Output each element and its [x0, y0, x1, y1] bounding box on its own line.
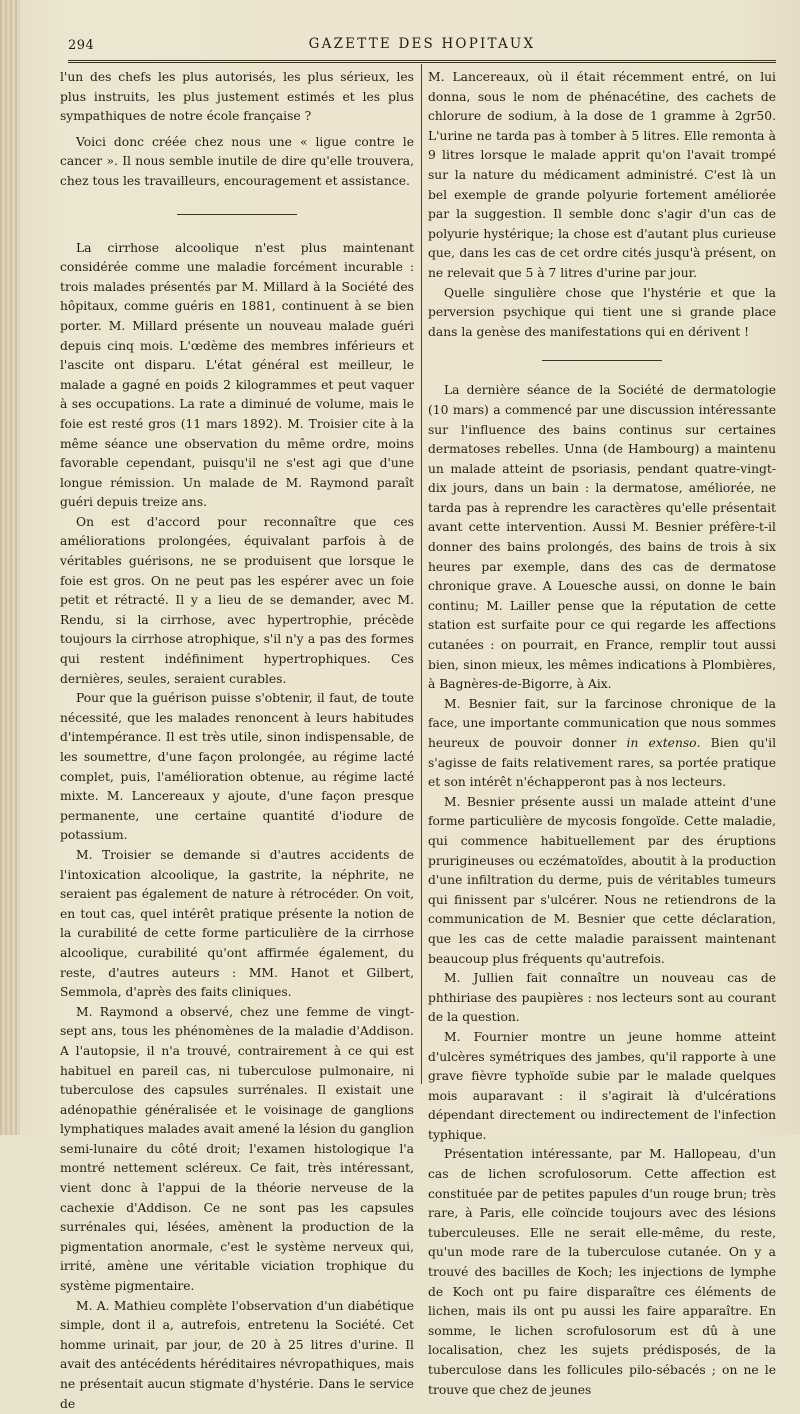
paragraph: Voici donc créée chez nous une « ligue contre le cancer ». Il nous semble inutile de dire qu'elle trouvera, chez tous les travailleurs, encouragement et assistance. [60, 134, 414, 188]
paragraph: M. A. Mathieu complète l'observation d'un diabétique simple, dont il a, autrefois, entretenu la Société. Cet homme urinait, par jour, de 20 à 25 litres d'urine. Il avait des antécédents héréditaires névropathiques, mais ne présentait aucun stigmate d'hystérie. Dans le service de [60, 1298, 414, 1411]
section-divider [177, 214, 297, 215]
paragraph: La dernière séance de la Société de dermatologie (10 mars) a commencé par une discussion intéressante sur l'influence des bains continus sur certaines dermatoses rebelles. Unna (de Hambourg) a maintenu un malade atteint de psoriasis, pendant quatre-vingt-dix jours, dans un bain : la dermatose, améliorée, ne tarda pas à reprendre les caractères qu'elle présentait avant cette intervention. Aussi M. Besnier préfère-t-il donner des bains prolongés, des bains de trois à six heures par exemple, dans des cas de dermatose chronique grave. A Louesche aussi, on donne le bain continu; M. Lailler pense que la réputation de cette station est surfaite pour ce qui regarde les affections cutanées : on pourrait, en France, remplir tout aussi bien, sinon mieux, les mêmes indications à Plombières, à Bagnères-de-Bigorre, à Aix. [428, 383, 776, 692]
page-number: 294 [68, 38, 95, 53]
paragraph: M. Troisier se demande si d'autres accidents de l'intoxication alcoolique, la gastrite, la néphrite, ne seraient pas également de nature à rétrocéder. On voit, en tout cas, quel intérêt pratique présente la notion de la curabilité de cette forme particulière de la cirrhose alcoolique, curabilité qu'ont affirmée également, du reste, d'autres auteurs : MM. Hanot et Gilbert, Semmola, d'après des faits cliniques. [60, 847, 414, 1000]
column-divider [421, 64, 422, 1084]
paragraph-text: M. Besnier fait, sur la farcinose chronique de la face, une importante communication que nous sommes heureux de pouvoir donner [428, 696, 776, 750]
paragraph: La cirrhose alcoolique n'est plus maintenant considérée comme une maladie forcément incurable : trois malades présentés par M. Millard à la Société des hôpitaux, comme guéris en 1881, continuent à se bien porter. M. Millard présente un nouveau malade guéri depuis cinq mois. L'œdème des membres inférieurs et l'ascite ont disparu. L'état général est meilleur, le malade a gagné en poids 2 kilogrammes et peut vaquer à ses occupations. La rate a diminué de volume, mais le foie est resté gros (11 mars 1892). M. Troisier cite à la même séance une observation du même ordre, moins favorable cependant, puisqu'il ne s'est agi que d'une longue rémission. Un malade de M. Raymond paraît guéri depuis treize ans. [60, 240, 414, 510]
italic-phrase: in extenso [626, 736, 697, 750]
paragraph: Pour que la guérison puisse s'obtenir, il faut, de toute nécessité, que les malades renoncent à leurs habitudes d'intempérance. Il est très utile, sinon indispensable, de les soumettre, d'une façon prolongée, au régime lacté complet, puis, l'amélioration obtenue, au régime lacté mixte. M. Lancereaux y ajoute, d'une façon presque permanente, une certaine quantité d'iodure de potassium. [60, 691, 414, 843]
left-column [60, 68, 414, 1414]
paragraph: Présentation intéressante, par M. Hallopeau, d'un cas de lichen scrofulosorum. Cette affection est constituée par de petites papules d'un rouge brun; très rare, à Paris, elle coïncide toujours avec des lésions tuberculeuses. Elle ne serait elle-même, du reste, qu'un mode rare de la tuberculose cutanée. On y a trouvé des bacilles de Koch; les injections de lymphe de Koch ont pu faire disparaître ces éléments de lichen, mais ils ont pu aussi les faire apparaître. En somme, le lichen scrofulosorum est dû à une localisation, chez les sujets prédisposés, de la tuberculose dans les follicules pilo-sébacés ; on ne le trouve que chez de jeunes [428, 1147, 776, 1397]
page-header [68, 30, 776, 56]
paragraph: On est d'accord pour reconnaître que ces améliorations prolongées, équivalant parfois à de véritables guérisons, ne se produisent que lorsque le foie est gros. On ne peut pas les espérer avec un foie petit et rétracté. Il y a lieu de se demander, avec M. Rendu, si la cirrhose, avec hypertrophie, précède toujours la cirrhose atrophique, s'il n'y a pas des formes qui restent indéfiniment hypertrophiques. Ces dernières, seules, seraient curables. [60, 514, 414, 686]
header-rule [68, 60, 776, 63]
paragraph: l'un des chefs les plus autorisés, les plus sérieux, les plus instruits, les plus justement estimés et les plus sympathiques de notre école française ? [60, 70, 414, 124]
paragraph: Quelle singulière chose que l'hystérie et que la perversion psychique qui tient une si grande place dans la genèse des manifestations qui en dérivent ! [428, 285, 776, 339]
section-divider [542, 360, 662, 361]
paragraph: M. Fournier montre un jeune homme atteint d'ulcères symétriques des jambes, qu'il rapporte à une grave fièvre typhoïde subie par le malade quelques mois auparavant : il s'agirait là d'ulcérations dépendant directement ou indirectement de l'infection typhique. [428, 1029, 776, 1142]
journal-title: GAZETTE DES HOPITAUX [308, 36, 536, 52]
paragraph: M. Jullien fait connaître un nouveau cas de phthiriase des paupières : nos lecteurs sont au courant de la question. [428, 971, 776, 1025]
page-binding [0, 0, 20, 1135]
right-column [428, 68, 776, 1400]
paragraph: M. Lancereaux, où il était récemment entré, on lui donna, sous le nom de phénacétine, des cachets de chlorure de sodium, à la dose de 1 gramme à 2gr50. L'urine ne tarda pas à tomber à 5 litres. Elle remonta à 9 litres lorsque le malade apprit qu'on l'avait trompé sur la nature du médicament administré. C'est là un bel exemple de grande polyurie fortement améliorée par la suggestion. Il semble donc s'agir d'un cas de polyurie hystérique; la chose est d'autant plus curieuse que, dans les cas de cet ordre cités jusqu'à présent, on ne relevait que 5 à 7 litres d'urine par jour. [428, 70, 776, 280]
paragraph: M. Besnier présente aussi un malade atteint d'une forme particulière de mycosis fongoïde. Cette maladie, qui commence habituellement par des éruptions prurigineuses ou eczématoïdes, aboutit à la production d'une infiltration du derme, puis de véritables tumeurs qui finissent par s'ulcérer. Nous ne retiendrons de la communication de M. Besnier que cette déclaration, que les cas de cette maladie paraissent maintenant beaucoup plus fréquents qu'autrefois. [428, 794, 776, 966]
paragraph [428, 695, 776, 793]
paragraph-text: . Bien qu'il s'agisse de faits relativement rares, sa portée pratique et son intérêt n'échapperont pas à nos lecteurs. [428, 736, 777, 790]
paragraph: M. Raymond a observé, chez une femme de vingt-sept ans, tous les phénomènes de la maladie d'Addison. A l'autopsie, il n'a trouvé, contrairement à ce qui est habituel en pareil cas, ni tuberculose pulmonaire, ni tuberculose des capsules surrénales. Il existait une adénopathie généralisée et le voisinage de ganglions lymphatiques malades avait amené la lésion du ganglion semi-lunaire du côté droit; l'examen histologique l'a montré nettement scléreux. Ce fait, très intéressant, vient donc à l'appui de la théorie nerveuse de la cachexie d'Addison. Ce ne sont pas les capsules surrénales qui, lésées, amènent la production de la pigmentation anormale, c'est le système nerveux qui, irrité, amène une véritable viciation trophique du système pigmentaire. [60, 1004, 414, 1294]
